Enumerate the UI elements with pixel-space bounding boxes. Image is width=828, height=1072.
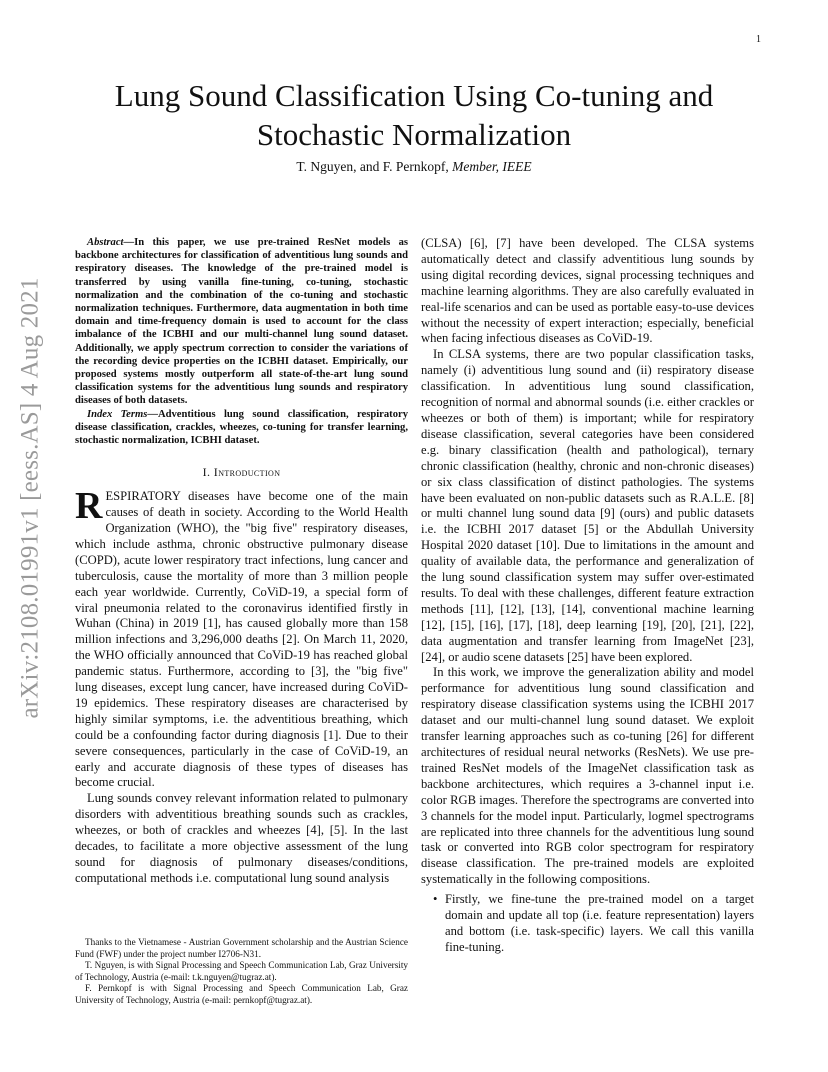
footnote-funding: Thanks to the Vietnamese - Austrian Government scholarship and the Austrian Science Fund (FWF) under the project number I2706-N31. [75, 937, 408, 959]
footnote-author-1: T. Nguyen, is with Signal Processing and Speech Communication Lab, Graz University of Technology, Austria (e-mail: t.k.nguyen@tugraz.at). [75, 960, 408, 982]
contribution-item-1: • Firstly, we fine-tune the pre-trained model on a target domain and update all top (i.e. feature representation) layers and bottom (i.e. task-specific) layers. We call this vanilla fine-tuning. [445, 892, 754, 956]
intro-paragraph-3: In CLSA systems, there are two popular classification tasks, namely (i) adventitious lung sound and (ii) respiratory disease classification. In adventitious lung sound classification, recognition of normal and abnormal sounds (i.e. either crackles or wheezes or both of them) is important; while for respiratory disease classification, several categories have been considered e.g. binary classification (health and pathological), ternary chronic classification (healthy, chronic and non-chronic diseases) or six class classification of distinct pathologies. The systems have been evaluated on non-public datasets such as R.A.L.E. [8] or multi channel lung sound data [9] (ours) and public datasets i.e. the ICBHI 2017 dataset [5] or the Abdullah University Hospital 2020 dataset [10]. Due to limitations in the amount and quality of available data, the performance and generalization of the lung sound classification system may suffer over-estimated results. To deal with these challenges, different feature extraction methods [11], [12], [13], [14], conventional machine learning [12], [15], [16], [17], [18], deep learning [19], [20], [21], [22], data augmentation and transfer learning from ImageNet [23], [24], or audio scene datasets [25] have been explored. [421, 347, 754, 664]
intro-paragraph-2: Lung sounds convey relevant information related to pulmonary disorders with adventitious breathing sounds such as crackles, wheezes, or both of crackles and wheezes [4], [5]. In the last decades, to facilitate a more objective assessment of the lung sound for diagnosis of pulmonary diseases/conditions, computational methods i.e. computational lung sound analysis [75, 791, 408, 885]
intro-paragraph-1 [75, 485, 408, 791]
intro-paragraph-2-continued: (CLSA) [6], [7] have been developed. The CLSA systems automatically detect and classify adventitious lung sounds by using digital recording devices, signal processing techniques and machine learning algorithms. They are also carefully evaluated in real-life scenarios and can be used as portable easy-to-use devices without the necessity of expert interaction; especially, beneficial when facing infectious diseases as CoViD-19. [421, 236, 754, 346]
drop-cap: R [75, 485, 103, 528]
paper-title [60, 76, 768, 154]
title-line-2: Stochastic Normalization [256, 117, 572, 152]
footnotes [75, 937, 408, 1007]
index-terms-text: —Adventitious lung sound classification, respiratory disease classification, crackles, wheezes, co-tuning for transfer learning, stochastic normalization, ICBHI dataset. [75, 408, 408, 447]
index-terms [75, 408, 408, 448]
right-column [421, 236, 754, 956]
intro-paragraph-1-text: ESPIRATORY diseases have become one of the main causes of death in society. According to the World Health Organization (WHO), the "big five" respiratory diseases, which include asthma, chronic obstructive pulmonary disease (COPD), acute lower respiratory tract infections, lung cancer and tuberculosis, cause the mortality of more than 3 million people each year worldwide. Currently, CoViD-19, a special form of viral pneumonia related to the coronavirus identified firstly in Wuhan (China) in 2019 [1], has caused globally more than 158 million infections and 3,296,000 deaths [2]. On March 11, 2020, the WHO officially announced that CoViD-19 has reached global pandemic status. Furthermore, according to [3], the "big five" lung diseases, except lung cancer, have increased during CoViD-19 epidemics. These respiratory diseases are characterised by highly similar symptoms, i.e. the adventitious breathing, which could be a confounding factor during diagnosis [1]. Due to their severe consequences, particularly in the case of CoViD-19, an early and accurate diagnosis of these types of diseases has become crucial. [75, 489, 408, 790]
contribution-list [421, 892, 754, 956]
intro-paragraph-4: In this work, we improve the generalization ability and model performance for adventitious lung sound classification and respiratory disease classification systems using the ICBHI 2017 dataset and our multi-channel lung sound dataset. We exploit transfer learning approaches such as co-tuning [26] for different architectures of residual neural networks (ResNets). We use pre-trained ResNet models of the ImageNet classification task as backbone architectures, which requires a 3-channel input i.e. color RGB images. Therefore the spectrograms are converted into 3 channels for the model input. Particularly, logmel spectrograms are replicated into three channels for the adventitious lung sound task or converted into RGB color spectrogram for respiratory disease classification. The pre-trained models are exploited systematically in the following compositions. [421, 665, 754, 887]
author-line [60, 159, 768, 175]
footnote-author-2: F. Pernkopf is with Signal Processing and Speech Communication Lab, Graz University of Technology, Austria (e-mail: pernkopf@tugraz.at). [75, 983, 408, 1005]
author-membership: Member, IEEE [452, 159, 532, 174]
abstract-text: —In this paper, we use pre-trained ResNet models as backbone architectures for classification of adventitious lung sounds and respiratory diseases. The knowledge of the pre-trained model is transferred by using vanilla fine-tuning, co-tuning, stochastic normalization and the combination of the co-tuning and stochastic normalization techniques. Furthermore, data augmentation in both time domain and time-frequency domain is used to account for the class imbalance of the ICBHI and our multi-channel lung sound dataset. Additionally, we apply spectrum correction to consider the variations of the recording device properties on the ICBHI dataset. Empirically, our proposed systems mostly outperform all state-of-the-art lung sound classification systems for the adventitious lung sounds and respiratory diseases of both datasets. [75, 237, 408, 407]
left-column [75, 236, 408, 887]
abstract [75, 236, 408, 408]
arxiv-identifier-text[interactable]: arXiv:2108.01991v1 [eess.AS] 4 Aug 2021 [17, 277, 45, 719]
author-names: T. Nguyen, and F. Pernkopf, [296, 159, 449, 174]
page-number: 1 [756, 34, 761, 45]
arxiv-identifier [14, 248, 48, 748]
index-terms-label: Index Terms [87, 408, 148, 420]
title-line-1: Lung Sound Classification Using Co-tuning and [114, 78, 714, 113]
abstract-label: Abstract [87, 237, 124, 248]
section-heading-introduction: I. Introduction [202, 465, 281, 480]
